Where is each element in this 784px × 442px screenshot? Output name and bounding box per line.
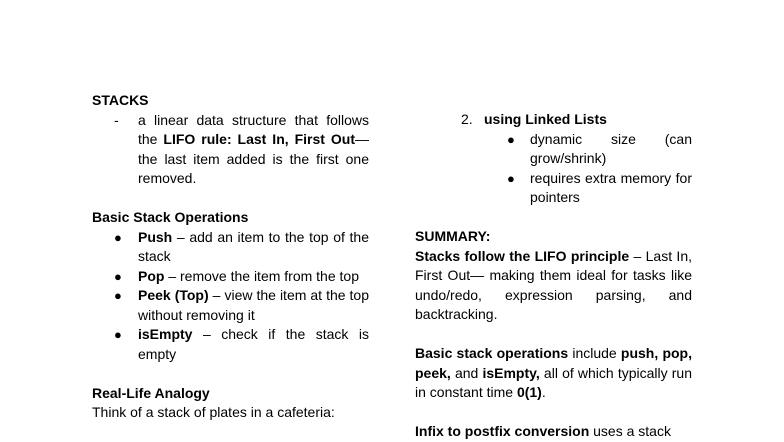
operation-name: isEmpty [138,326,193,342]
summary-text: – Last In, First Out— making them ideal for tasks like undo/redo, expression parsing, and backtracking. [415,247,693,322]
definition-pre: a linear data structure that follows the [138,111,369,147]
operation-desc: – check if the stack is empty [138,326,369,362]
summary-bold: isEmpty, [482,364,540,381]
sub-item-text: dynamic size (can grow/shrink) [530,130,692,166]
summary-bold: Infix to postfix conversion [415,423,590,439]
operation-desc: – add an item to the top of the stack [138,228,369,264]
left-column [92,91,369,423]
sub-item-dynamic-size [415,130,692,169]
summary-text: include [568,345,621,361]
bullet-icon: ● [114,327,122,342]
summary-paragraph-operations [415,344,692,403]
numbered-item [415,110,692,130]
stack-definition [92,111,369,189]
sub-item-text: requires extra memory for pointers [530,169,692,205]
summary-heading: SUMMARY: [415,228,491,244]
bullet-icon: ● [114,268,122,284]
summary-text: . [541,384,546,400]
right-column [415,110,692,442]
list-number: 2. [461,111,473,127]
summary-bold: push, pop, peek, [415,345,692,381]
bullet-icon: ● [507,170,515,186]
operation-item-pop [92,267,369,287]
summary-text: and [450,364,483,381]
lifo-rule: LIFO rule: Last In, First Out [163,131,355,147]
list-title: using Linked Lists [484,111,607,127]
dash-marker: - [114,111,119,128]
bullet-icon: ● [114,229,122,245]
bullet-icon: ● [114,288,122,303]
summary-bold: Stacks follow the LIFO principle [415,247,630,264]
definition-post: — the last item added is the first one removed. [138,131,369,186]
operation-name: Push [138,228,173,245]
summary-text: uses a stack [589,423,671,439]
summary-paragraph-lifo [415,247,692,325]
sub-item-extra-memory [415,169,692,208]
definition-text [138,111,369,189]
bullet-icon: ● [507,131,515,147]
operations-heading: Basic Stack Operations [92,209,249,225]
operation-item-peek [92,286,369,325]
summary-paragraph-infix [415,422,692,442]
analogy-heading: Real-Life Analogy [92,384,210,401]
operation-desc: – view the item at the top without removing it [138,287,370,323]
operation-item-push [92,228,369,267]
operation-item-isempty [92,325,369,364]
operation-desc: – remove the item from the top [164,267,359,284]
stacks-heading: STACKS [92,92,149,108]
summary-bold: Basic stack operations [415,345,569,361]
summary-bold: 0(1) [516,384,542,400]
operation-name: Peek (Top) [138,287,209,303]
operation-name: Pop [138,267,165,284]
summary-text: all of which typically run in constant time [415,364,693,400]
analogy-text: Think of a stack of plates in a cafeteria: [92,404,335,420]
